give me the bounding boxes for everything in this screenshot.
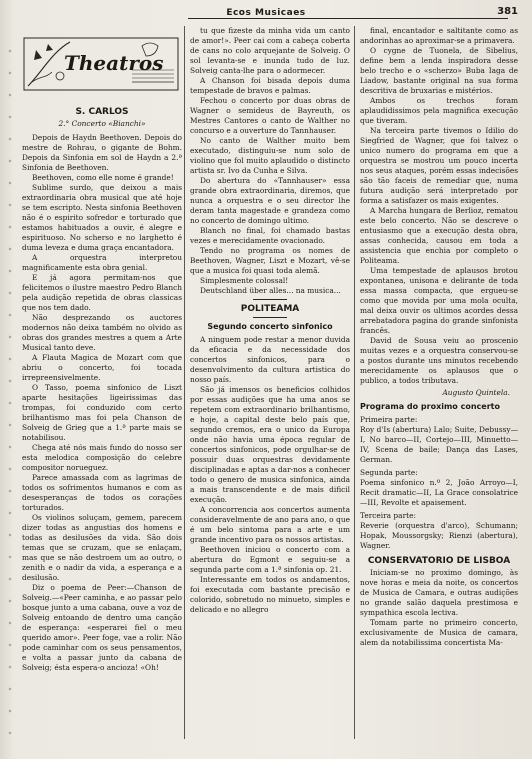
paragraph: Do abertura do «Tannhauser» essa grande obra extraordinaria, diremos, que nunca a orquestra e o seu director lhe deram tanta magestade e grandeza como no concerto de domingo ultimo.	[190, 176, 350, 225]
paragraph: David de Sousa veiu ao proscenio muitas vezes e a orquestra conservou-se a postos durante uns minutos recebendo merecidamente os aplausos que o publico, a todos tributava.	[360, 336, 518, 385]
header-rule	[188, 18, 508, 19]
program-title: Programa do proximo concerto	[360, 402, 500, 411]
page-number: 381	[497, 6, 518, 17]
paragraph: Chega até nós mais fundo do nosso ser esta melodica composição do celebre compositor norueguez.	[22, 443, 182, 472]
column-divider-1	[184, 26, 185, 739]
paragraph: Uma tempestade de aplausos brotou expontanea, unisona e delirante de toda essa massa compacta, que ergueu-se como que movida por uma mola oculta, mal deixa ouvir os ultimos acordes dessa arrebatadora pagina do grande sinfonista francês.	[360, 266, 518, 335]
paragraph: Na terceira parte tivemos o Idilio do Siegfried de Wagner, que foi talvez o unico numero do programa em que a orquestra se mostrou um pouco incerta nos seus ataques, porém essas indecisões são tão faceis de remediar que, numa futura audição será interpretado por forma a satisfazer os mais exigentes.	[360, 126, 518, 205]
program-part-text: Poema sinfonico n.º 2, João Arroyo—I, Recit dramatic—II, La Grace consolatrice—III, Revolte et apaisement.	[360, 478, 518, 507]
paragraph: A concorrencia aos concertos aumenta consideravelmente de ano para ano, o que é um belo sintoma para a arte e um grande incentivo para os nossos artistas.	[190, 505, 350, 544]
paragraph: Sublime surdo, que deixou a mais extraordinaria obra musical que até hoje se tem escripto. Nesta sinfonia Beethoven não é o espirito sofredor e torturado que estamos habituados a ouvir, é alegre e espirituoso. No scherso e no larghetto é duma leveza e duma graça encantadora.	[22, 183, 182, 252]
column-2	[190, 26, 350, 615]
logo-text: Theatros	[64, 51, 164, 75]
paragraph: Blanch no final, foi chamado bastas vezes e merecidamente ovacionado.	[190, 226, 350, 245]
theatros-logo	[22, 32, 180, 94]
paragraph: Diz o poema de Peer:—Chanson de Solveig.—«Peer caminha, e ao passar pelo bosque junto a uma cabana, ouve a voz de Solveig entoando de dentro uma canção de esperança: «esperarei fiel o meu querido amor». Peer foge, vae a rolir. Não pode caminhar com os seus pensamentos, e volta a passar junto da cabana de Solveig; ésta espera-o ancioza! «Oh!	[22, 583, 182, 672]
paragraph: Depois de Haydn Beethoven. Depois do mestre de Rohrau, o gigante de Bohm. Depois da Sinfonia em sol de Haydn a 2.ª Sinfonia de Beethoven.	[22, 133, 182, 172]
program-part-label: Segunda parte:	[360, 468, 418, 477]
running-head: Ecos Musicaes	[226, 8, 306, 18]
paragraph: final, encantador e saltitante como as andorinhas ao aproximar-se a primavera.	[360, 26, 518, 45]
paragraph: Tomam parte no primeiro concerto, exclusivamente de Musica de camara, alem da notabilissima concertista Ma-	[360, 618, 518, 647]
subhead-segundo-concerto: Segundo concerto sinfonico	[207, 322, 333, 331]
section-title-conservatorio: CONSERVATORIO DE LISBOA	[367, 556, 511, 566]
paragraph: A orquestra interpretou magnificamente esta obra genial.	[22, 253, 182, 272]
subtitle-concerto-bianchi: 2.° Concerto «Bianchi»	[58, 119, 146, 128]
paragraph: tu que fizeste da minha vida um canto de amor!». Peer cai com a cabeça coberta de cans no colo arquejante de Solveig. O sol levanta-se e inunda tudo de luz. Solveig canta-lhe para o adormecer.	[190, 26, 350, 75]
paragraph: Simplesmente colossal!	[200, 276, 289, 285]
section-rule	[253, 299, 287, 300]
paragraph: O Tasso, poema sinfonico de Liszt aparte hesitações ligeirissimas das trompas, foi conduzido com certo brilhantismo mas foi pela Chanson de Solveig de Grieg que a 1.ª parte mais se notabilisou.	[22, 383, 182, 442]
program-part-text: Reverie (orquestra d'arco), Schumann; Hopak, Moussorgsky; Rienzi (abertura), Wagner.	[360, 521, 518, 550]
paragraph: Interessante em todos os andamentos, foi executada com bastante precisão e colorido, sobretudo no minueto, simples e delicado e no allegro	[190, 575, 350, 614]
paragraph: A ninguem pode restar a menor duvida da eficacia e da necessidade dos concertos sinfonicos, para o desenvolvimento da cultura artistica do nosso país.	[190, 335, 350, 384]
signature: Augusto Quintela.	[442, 388, 510, 397]
paragraph: A Chanson foi bisada depois duma tempestade de bravos e palmas.	[190, 76, 350, 95]
paragraph: O cygne de Tuonela, de Sibelius, define bem a lenda inspiradora desse belo trecho e o «scherzo» Buba Iaga de Liadow, bastante original na sua forma descritiva de bruxarias e mistérios.	[360, 46, 518, 95]
program-part-text: Roy d'Is (abertura) Lalo; Suite, Debussy—I, No barco—II, Cortejo—III, Minuetto—IV, Scena de baile; Dança das Lases, German.	[360, 425, 518, 464]
section-title-s-carlos: S. CARLOS	[75, 107, 129, 117]
paragraph: Fechou o concerto por duas obras de Wagner o semideus de Bayreuth, os Mestres Cantores o canto de Walther no concurso e a ouverture do Tannhauser.	[190, 96, 350, 135]
paragraph: Tendo no programa os nomes de Beethoven, Wagner, Liszt e Mozart, vê-se que a musica foi quasi toda alemã.	[190, 246, 350, 275]
paragraph: A Marcha hungara de Berlioz, rematou este belo concerto. Não se descreve o entusiasmo que a execução desta obra, assas conhecida, causou em toda a assistencia que enchia por completo o Politeama.	[360, 206, 518, 265]
paragraph: Iniciam-se no proximo domingo, às nove horas e meia da noite, os concertos de Musica de Camara, e outras audições no grande salão daquela prestimosa e sympathica escola lectiva.	[360, 568, 518, 617]
paragraph: São já imensos os beneficios colhidos por essas audições que ha uma anos se repetem com extraordinario brilhantismo, e hoje, a capital deste belo país que, segundo cremos, era o unico da Europa onde não havia uma época regular de concertos sinfonicos, pode orgulhar-se de possuir duas orquestras devidamente disciplinadas e aptas a dar-nos a conhecer todo o genero de musica sinfonica, ainda a mais transcendente e de mais dificil execução.	[190, 385, 350, 504]
paragraph: E já agora permitam-nos que felicitemos o ilustre maestro Pedro Blanch pela audição repetida de obras classicas que nos tem dado.	[22, 273, 182, 312]
column-1	[22, 32, 182, 673]
program-part-label: Terceira parte:	[360, 511, 416, 520]
paragraph: Não desprezando os auctores modernos não deixa também no olvido as obras dos grandes mestres a quem a Arte Musical tanto deve.	[22, 313, 182, 352]
column-3	[360, 26, 518, 648]
program-part-label: Primeira parte:	[360, 415, 418, 424]
paragraph: Parece amassada com as lagrimas de todos os sofrimentos humanos e com as desesperanças de todos os corações torturados.	[22, 473, 182, 512]
section-title-politeama: POLITEAMA	[240, 304, 300, 314]
paragraph: Os violinos soluçam, gemem, parecem dizer todas as angustias dos homens e todas as desilusões da vida. São dois temas que se cruzam, que se enlaçam, mas que se não destroem um ao outro, o zenith e o nadir da vida, a esperança e a desilusão.	[22, 513, 182, 582]
paragraph: Beethoven iniciou o concerto com a abertura do Egmont e seguiu-se a segunda parte com a 1.ª sinfonia op. 21.	[190, 545, 350, 574]
paragraph: Ambos os trechos foram aplaudidissimos pela magnifica execução que tiveram.	[360, 96, 518, 125]
paragraph: Beethoven, como elle nome é grande!	[32, 173, 174, 182]
binding-holes	[6, 40, 14, 740]
paragraph: A Flauta Magica de Mozart com que abriu o concerto, foi tocada irrepreensivelmente.	[22, 353, 182, 382]
paragraph: Deutschland über alles... na musica...	[200, 286, 341, 295]
column-divider-2	[354, 26, 355, 739]
section-rule	[253, 317, 287, 318]
paragraph: No canto de Walther muito bem executado, distinguiu-se num solo de violino que fol muito aplaudido o distincto artista sr. Ivo da Cunha e Silva.	[190, 136, 350, 175]
